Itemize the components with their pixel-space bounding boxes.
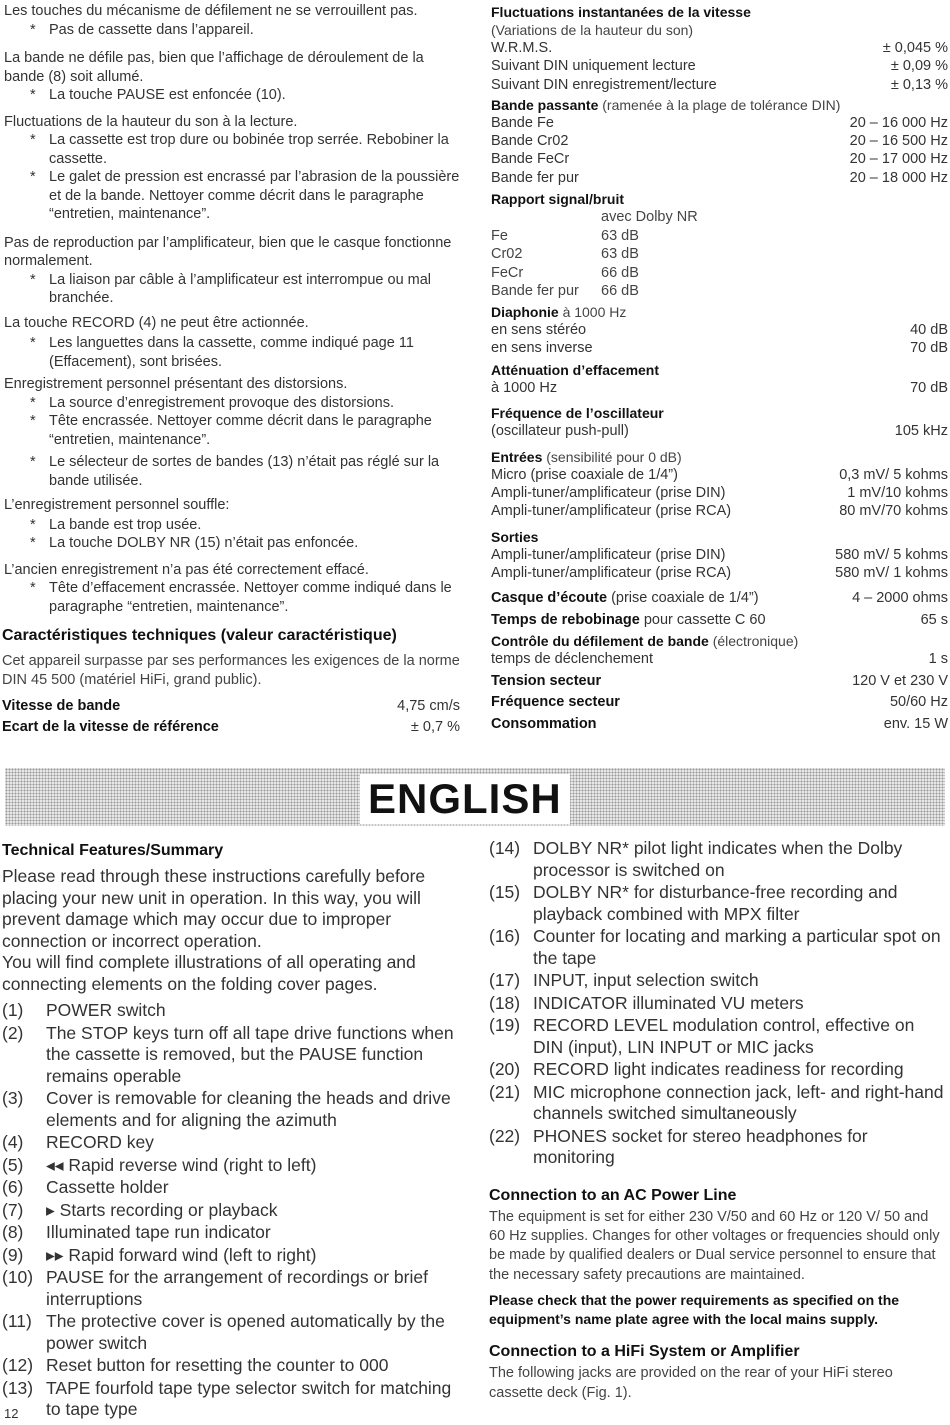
list-text: PAUSE for the arrangement of recordings or brief interruptions (46, 1267, 428, 1309)
spec-value: 70 dB (910, 380, 948, 397)
list-number: (15) (489, 882, 521, 902)
spec-value: ± 0,09 % (890, 58, 948, 75)
spec-sub: (électronique) (712, 632, 799, 649)
fr-item: * Tête d’effacement encrassée. Nettoyer comme indiqué dans le paragraphe “entretien, maintenance”. (30, 580, 452, 615)
spec-row (491, 132, 948, 150)
list-text: Reset button for resetting the counter to 000 (46, 1355, 389, 1375)
spec-value: ± 0,13 % (890, 76, 948, 93)
fr-item: * Le sélecteur de sortes de bandes (13) n’était pas réglé sur la bande utilisée. (30, 454, 440, 489)
spec-value: env. 15 W (883, 715, 948, 732)
list-item (489, 1082, 947, 1125)
spec-label: à 1000 Hz (491, 380, 558, 397)
list-item (2, 1132, 460, 1154)
intro-paragraph: Please read through these instructions carefully before placing your new unit in operation. In this way, you will prevent damage which may occur due to improper connection or incorrect operation. (2, 866, 426, 951)
spec-heading: Entrées (491, 448, 543, 465)
fr-item: * La touche PAUSE est enfoncée (10). (30, 87, 286, 103)
spec-sub: à 1000 Hz (562, 303, 627, 320)
spec-label: (oscillateur push-pull) (491, 423, 629, 440)
list-item (2, 1000, 460, 1022)
fr-item-text: La touche PAUSE est enfoncée (10). (49, 87, 286, 103)
list-item (2, 1311, 460, 1354)
list-text: RECORD light indicates readiness for recording (533, 1059, 904, 1079)
page-number: 12 (4, 1406, 19, 1421)
fr-item: * La touche DOLBY NR (15) n’était pas enfoncée. (30, 535, 359, 551)
list-item (489, 1015, 947, 1058)
spec-label: Bande fer pur (491, 169, 579, 186)
list-number: (6) (2, 1177, 24, 1197)
list-number: (8) (2, 1222, 24, 1242)
fr-item: * Le galet de pression est encrassé par l’abrasion de la poussière et de la bande. Nettoyer comme décrit dans le paragraphe “entretien, maintenance”. (30, 169, 460, 222)
list-item (489, 993, 947, 1015)
spec-row (491, 502, 948, 520)
list-number: (3) (2, 1088, 24, 1108)
list-number: (12) (2, 1355, 34, 1375)
fr-tech-intro: Cet appareil surpasse par ses performances les exigences de la norme DIN 45 500 (matériel HiFi, grand public). (2, 653, 460, 688)
list-number: (18) (489, 992, 521, 1013)
fr-item-text: Le sélecteur de sortes de bandes (13) n’était pas réglé sur la bande utilisée. (49, 454, 440, 489)
spec-row (491, 564, 948, 582)
fr-line: L’ancien enregistrement n’a pas été correctement effacé. (4, 561, 369, 578)
spec-value: 63 dB (601, 246, 639, 263)
fr-line: La bande ne défile pas, bien que l’affichage de déroulement de la bande (8) soit allumé. (4, 50, 424, 85)
list-item (489, 1126, 947, 1169)
list-text: INPUT, input selection switch (533, 970, 759, 990)
list-number: (19) (489, 1015, 521, 1035)
spec-row-deviation (2, 718, 460, 736)
section-heading: Connection to a HiFi System or Amplifier (489, 1343, 800, 1361)
spec-row-frequency (491, 693, 948, 711)
inputs-heading-line (491, 448, 948, 466)
list-item (489, 926, 947, 969)
spec-label-group (491, 589, 759, 607)
fr-item: * La liaison par câble à l’amplificateur est interrompue ou mal branchée. (30, 271, 432, 306)
list-text: ▸ Starts recording or playback (46, 1199, 278, 1220)
fr-item: * La cassette est trop dure ou bobinée trop serrée. Rebobiner la cassette. (30, 132, 449, 167)
section-heading: Connection to an AC Power Line (489, 1186, 737, 1204)
fr-item-text: Tête d’effacement encrassée. Nettoyer comme indiqué dans le paragraphe “entretien, maintenance”. (49, 580, 452, 615)
list-text: The protective cover is opened automatically by the power switch (46, 1311, 445, 1353)
spec-heading: Bande passante (491, 96, 599, 113)
spec-value: 20 – 16 000 Hz (849, 114, 948, 131)
spec-value: 66 dB (601, 283, 639, 300)
spec-heading: Rapport signal/bruit (491, 191, 624, 208)
ac-note: Please check that the power requirements as specified on the equipment’s name plate agree with the local mains supply. (489, 1292, 900, 1328)
spec-value: 105 kHz (894, 423, 948, 440)
list-item (2, 1378, 460, 1421)
spec-heading: Fluctuations instantanées de la vitesse (491, 4, 751, 20)
spec-label: Bande Cr02 (491, 133, 569, 150)
spec-row (491, 466, 948, 484)
spec-label: W.R.M.S. (491, 40, 553, 56)
spec-row (491, 76, 948, 94)
list-text: Cassette holder (46, 1177, 169, 1197)
list-item (2, 1177, 460, 1199)
fr-item-text: Les languettes dans la cassette, comme indiqué page 11 (Effacement), sont brisées. (49, 335, 414, 370)
spec-heading: Casque d’écoute (491, 590, 608, 607)
fr-item: * Tête encrassée. Nettoyer comme décrit dans le paragraphe “entretien, maintenance”. (30, 413, 432, 448)
spec-label: Ampli-tuner/amplificateur (prise DIN) (491, 485, 726, 502)
spec-label: en sens inverse (491, 339, 593, 356)
spec-row (491, 339, 948, 357)
list-item (489, 838, 947, 881)
spec-row (491, 39, 948, 57)
list-number: (14) (489, 838, 521, 858)
english-right-column (489, 838, 947, 1403)
spec-label: Cr02 (491, 246, 523, 263)
list-text: The STOP keys turn off all tape drive functions when the cassette is removed, but the PAUSE function remains operable (46, 1022, 454, 1086)
snr-table (491, 208, 948, 301)
spec-label: Micro (prise coaxiale de 1/4”) (491, 466, 678, 483)
list-text: Cover is removable for cleaning the heads and drive elements and for aligning the azimuth (46, 1088, 451, 1130)
english-left-column (2, 842, 460, 1422)
spec-label: Consommation (491, 715, 597, 732)
list-text: TAPE fourfold tape type selector switch for matching to tape type (46, 1377, 452, 1419)
spec-value: ± 0,045 % (882, 40, 948, 56)
spec-label (491, 208, 601, 227)
list-number: (20) (489, 1059, 521, 1079)
spec-label: Ampli-tuner/amplificateur (prise DIN) (491, 546, 726, 563)
spec-value: 50/60 Hz (889, 694, 948, 711)
spec-label: Suivant DIN uniquement lecture (491, 58, 696, 75)
spec-value: 0,3 mV/ 5 kohms (839, 466, 948, 483)
fr-line: Fluctuations de la hauteur du son à la lecture. (4, 113, 298, 130)
spec-row (491, 169, 948, 187)
list-text: INDICATOR illuminated VU meters (533, 992, 804, 1013)
list-item (2, 1222, 460, 1244)
snr-col-header: avec Dolby NR (601, 209, 698, 226)
list-item (489, 970, 947, 992)
fr-line: Pas de reproduction par l’amplificateur, bien que le casque fonctionne normalement. (4, 234, 452, 269)
spec-sub: (Variations de la hauteur du son) (491, 22, 694, 38)
list-number: (17) (489, 970, 521, 990)
spec-row (491, 422, 948, 440)
spec-sub: (prise coaxiale de 1/4”) (611, 590, 759, 607)
spec-label: Bande fer pur (491, 283, 579, 300)
fr-item-text: Le galet de pression est encrassé par l’abrasion de la poussière et de la bande. Nettoyer comme décrit dans le paragraphe “entretien, maintenance”. (49, 169, 460, 222)
spec-label: Ampli-tuner/amplificateur (prise RCA) (491, 503, 732, 520)
spec-value: 20 – 18 000 Hz (849, 169, 948, 186)
spec-value: 4 – 2000 ohms (852, 590, 948, 607)
list-text: RECORD LEVEL modulation control, effective on DIN (input), LIN INPUT or MIC jacks (533, 1015, 915, 1057)
list-item (2, 1355, 460, 1377)
spec-label: Ampli-tuner/amplificateur (prise RCA) (491, 564, 732, 581)
list-number: (10) (2, 1267, 34, 1287)
fr-item-text: La cassette est trop dure ou bobinée trop serrée. Rebobiner la cassette. (49, 132, 449, 167)
ac-text: The equipment is set for either 230 V/50 and 60 Hz or 120 V/ 50 and 60 Hz supplies. Changes for other voltages or frequencies should only be made by qualified dealers or Dual service personnel to ensure that the necessary safety precautions are maintained. (489, 1208, 940, 1283)
spec-value: 63 dB (601, 227, 639, 244)
controls-list-continued (489, 838, 947, 1169)
language-banner-title: ENGLISH (360, 774, 570, 824)
fr-item: * Pas de cassette dans l’appareil. (30, 21, 254, 38)
spec-row-rewind (491, 611, 948, 629)
spec-heading: Atténuation d’effacement (491, 362, 660, 379)
list-number: (11) (2, 1311, 32, 1331)
spec-value: 20 – 17 000 Hz (849, 151, 948, 168)
spec-label: en sens stéréo (491, 321, 587, 338)
list-text: ◂◂ Rapid reverse wind (right to left) (46, 1154, 317, 1175)
list-text: DOLBY NR* for disturbance-free recording and playback combined with MPX filter (533, 882, 898, 924)
spec-heading: Diaphonie (491, 303, 559, 320)
spec-label: Bande FeCr (491, 151, 570, 168)
list-item (2, 1245, 460, 1267)
intro-paragraph: You will find complete illustrations of all operating and connecting elements on the folding cover pages. (2, 952, 416, 994)
fr-item-text: La touche DOLBY NR (15) n’était pas enfoncée. (49, 535, 359, 551)
list-number: (1) (2, 1000, 24, 1020)
spec-label: Fe (491, 227, 508, 244)
spec-value: 65 s (920, 611, 948, 628)
list-number: (2) (2, 1022, 24, 1043)
spec-value: 4,75 cm/s (397, 698, 460, 714)
fr-item: * Les languettes dans la cassette, comme indiqué page 11 (Effacement), sont brisées. (30, 335, 414, 370)
list-text: Counter for locating and marking a particular spot on the tape (533, 926, 941, 968)
list-text: Illuminated tape run indicator (46, 1222, 271, 1242)
spec-row (491, 114, 948, 132)
spec-value: 580 mV/ 5 kohms (835, 546, 948, 563)
spec-label: Fréquence secteur (491, 694, 620, 711)
tapectl-heading-line (491, 632, 948, 650)
list-number: (5) (2, 1154, 24, 1175)
list-number: (9) (2, 1244, 24, 1265)
spec-value: 1 s (928, 650, 948, 667)
list-number: (22) (489, 1125, 521, 1146)
spec-row-speed (2, 697, 460, 715)
spec-sub: pour cassette C 60 (643, 611, 766, 628)
list-item (2, 1200, 460, 1222)
spec-value: 580 mV/ 1 kohms (835, 564, 948, 581)
spec-value: 1 mV/10 kohms (847, 485, 948, 502)
spec-heading: Sorties (491, 528, 539, 545)
list-item (489, 1059, 947, 1081)
spec-value: 20 – 16 500 Hz (849, 133, 948, 150)
spec-value: ± 0,7 % (410, 719, 460, 736)
fr-item: * La source d’enregistrement provoque des distorsions. (30, 394, 394, 411)
spec-label: FeCr (491, 264, 524, 281)
french-troubleshooting (4, 2, 460, 616)
spec-row (491, 650, 948, 668)
fr-tech-block (2, 626, 460, 737)
spec-row (491, 379, 948, 397)
spec-row (491, 150, 948, 168)
list-text: POWER switch (46, 1000, 166, 1020)
spec-label: Vitesse de bande (2, 698, 121, 714)
fr-item-text: La liaison par câble à l’amplificateur est interrompue ou mal branchée. (49, 271, 432, 306)
spec-value: 70 dB (910, 339, 948, 356)
spec-row-voltage (491, 672, 948, 690)
fr-item-text: Pas de cassette dans l’appareil. (49, 21, 254, 38)
fr-tech-heading: Caractéristiques techniques (valeur caractéristique) (2, 627, 397, 644)
spec-label-group (491, 611, 766, 629)
fr-item-text: La source d’enregistrement provoque des distorsions. (49, 394, 394, 411)
spec-label: temps de déclenchement (491, 650, 654, 667)
controls-list (2, 1000, 460, 1421)
list-text: ▸▸ Rapid forward wind (left to right) (46, 1244, 317, 1265)
list-number: (13) (2, 1377, 34, 1398)
list-item (489, 882, 947, 925)
spec-value: 66 dB (601, 264, 639, 281)
fr-line: La touche RECORD (4) ne peut être actionnée. (4, 314, 309, 331)
fr-item-text: Tête encrassée. Nettoyer comme décrit dans le paragraphe “entretien, maintenance”. (49, 413, 432, 448)
fr-line: L’enregistrement personnel souffle: (4, 497, 230, 513)
list-item (2, 1155, 460, 1177)
crosstalk-heading-line (491, 303, 948, 321)
fr-spec-column (491, 3, 948, 733)
fr-item: * La bande est trop usée. (30, 516, 202, 533)
spec-row (491, 57, 948, 75)
spec-label: Tension secteur (491, 673, 602, 690)
fr-line: Enregistrement personnel présentant des distorsions. (4, 376, 348, 392)
fr-line: Les touches du mécanisme de défilement ne se verrouillent pas. (4, 3, 418, 19)
spec-row (491, 321, 948, 339)
spec-sub: (sensibilité pour 0 dB) (546, 448, 682, 465)
list-number: (7) (2, 1199, 24, 1220)
list-item (2, 1267, 460, 1310)
spec-sub: (ramenée à la plage de tolérance DIN) (602, 96, 841, 113)
list-item (2, 1023, 460, 1088)
spec-heading: Contrôle du défilement de bande (491, 632, 709, 649)
bandwidth-heading-line (491, 96, 948, 114)
list-text: MIC microphone connection jack, left- and right-hand channels switched simultaneously (533, 1081, 944, 1123)
list-text: PHONES socket for stereo headphones for monitoring (533, 1125, 868, 1167)
hifi-text: The following jacks are provided on the rear of your HiFi stereo cassette deck (Fig. 1). (489, 1365, 893, 1401)
spec-row-headphone (491, 589, 948, 607)
spec-heading: Temps de rebobinage (491, 611, 640, 628)
english-intro (2, 866, 460, 995)
spec-label: Ecart de la vitesse de référence (2, 719, 219, 736)
list-number: (4) (2, 1132, 24, 1152)
list-text: DOLBY NR* pilot light indicates when the Dolby processor is switched on (533, 838, 903, 880)
spec-label: Suivant DIN enregistrement/lecture (491, 76, 717, 93)
spec-heading: Fréquence de l’oscillateur (491, 405, 664, 422)
spec-row-power (491, 715, 948, 733)
spec-row (491, 546, 948, 564)
section-heading: Technical Features/Summary (2, 842, 224, 859)
list-item (2, 1088, 460, 1131)
spec-label: Bande Fe (491, 114, 554, 131)
spec-value: 120 V et 230 V (852, 673, 948, 690)
list-number: (16) (489, 926, 521, 946)
list-number: (21) (489, 1081, 521, 1102)
spec-value: 80 mV/70 kohms (839, 503, 948, 520)
spec-row (491, 484, 948, 502)
fr-item-text: La bande est trop usée. (49, 516, 202, 533)
list-text: RECORD key (46, 1132, 154, 1152)
spec-value: 40 dB (910, 321, 948, 338)
